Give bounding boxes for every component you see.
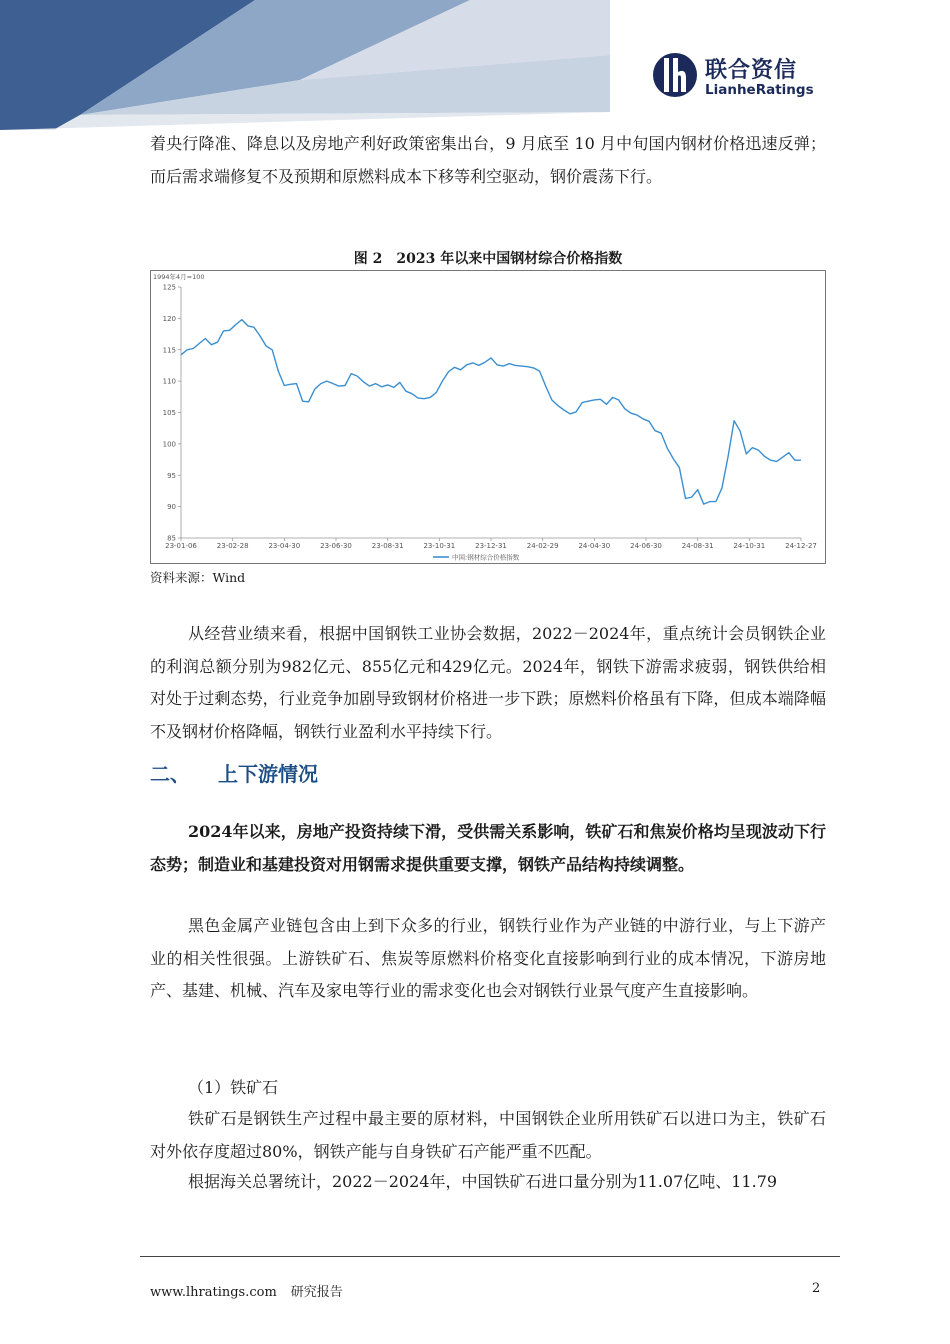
- x-tick-label: 23-04-30: [268, 542, 301, 550]
- section-heading: [150, 758, 318, 787]
- chart-unit-note: 1994年4月=100: [153, 273, 205, 281]
- y-tick-label: 115: [162, 346, 176, 355]
- paragraph-summary: 2024年以来，房地产投资持续下滑，受供需关系影响，铁矿石和焦炭价格均呈现波动下行态势；制造业和基建投资对用钢需求提供重要支撑，钢铁产品结构持续调整。: [150, 822, 826, 874]
- x-tick-label: 23-12-31: [475, 542, 507, 550]
- paragraph-5: 铁矿石是钢铁生产过程中最主要的原材料，中国钢铁企业所用铁矿石以进口为主，铁矿石对外依存度超过80%，钢铁产能与自身铁矿石产能严重不匹配。: [150, 1109, 826, 1161]
- footer-website[interactable]: www.lhratings.com: [150, 1285, 277, 1300]
- x-tick-label: 23-10-31: [423, 542, 456, 550]
- x-tick-label: 24-08-31: [681, 542, 714, 550]
- price-index-chart: [150, 270, 826, 564]
- section-title: 上下游情况: [218, 762, 318, 786]
- y-tick-label: 110: [162, 377, 176, 386]
- y-tick-label: 120: [162, 314, 176, 323]
- x-tick-label: 23-02-28: [216, 542, 249, 550]
- x-tick-label: 24-12-27: [785, 542, 817, 550]
- y-tick-label: 105: [162, 409, 176, 417]
- x-tick-label: 24-04-30: [578, 542, 611, 550]
- paragraph-2: 从经营业绩来看，根据中国钢铁工业协会数据，2022－2024年，重点统计会员钢铁企业的利润总额分别为982亿元、855亿元和429亿元。2024年，钢铁下游需求疲弱，钢铁供给相对处于过剩态势，行业竞争加剧导致钢材价格进一步下跌；原燃料价格虽有下降，但成本端降幅不及钢材价格降幅，钢铁行业盈利水平持续下行。: [150, 624, 826, 741]
- paragraph-6: 根据海关总署统计，2022－2024年，中国铁矿石进口量分别为11.07亿吨、11.79: [188, 1172, 778, 1191]
- footer-doc-type: 研究报告: [290, 1285, 343, 1300]
- y-tick-label: 90: [167, 503, 176, 512]
- x-tick-label: 23-01-06: [165, 542, 197, 550]
- chart-source: 资料来源：Wind: [150, 570, 246, 585]
- y-tick-label: 95: [167, 471, 176, 480]
- page-number: 2: [812, 1281, 821, 1296]
- y-tick-label: 125: [162, 283, 176, 292]
- chart-legend: [433, 553, 520, 562]
- x-tick-label: 24-02-29: [526, 542, 559, 550]
- y-tick-label: 85: [167, 534, 176, 543]
- y-tick-label: 100: [162, 440, 176, 449]
- logo-text-en: LianheRatings: [705, 82, 814, 98]
- chart-svg: [151, 271, 825, 563]
- paragraph-1: 着央行降准、降息以及房地产利好政策密集出台，9 月底至 10 月中旬国内钢材价格迅速反弹；而后需求端修复不及预期和原燃料成本下移等利空驱动，钢价震荡下行。: [150, 134, 826, 186]
- legend-label: 中国:钢材综合价格指数: [452, 553, 520, 562]
- footer-left: [150, 1281, 357, 1300]
- figure-title: 图 2 2023 年以来中国钢材综合价格指数: [353, 251, 623, 267]
- section-number: 二、: [150, 762, 190, 786]
- x-tick-label: 23-06-30: [320, 542, 352, 550]
- logo-text-cn: 联合资信: [705, 58, 798, 83]
- x-tick-label: 24-10-31: [733, 542, 766, 550]
- subheading-iron-ore: （1）铁矿石: [188, 1078, 279, 1097]
- x-tick-label: 24-06-30: [630, 542, 662, 550]
- paragraph-4: 黑色金属产业链包含由上到下众多的行业，钢铁行业作为产业链的中游行业，与上下游产业的相关性很强。上游铁矿石、焦炭等原燃料价格变化直接影响到行业的成本情况，下游房地产、基建、机械、汽车及家电等行业的需求变化也会对钢铁行业景气度产生直接影响。: [150, 916, 826, 1000]
- x-tick-label: 23-08-31: [371, 542, 404, 550]
- series-line: [181, 320, 801, 505]
- footer-divider: [140, 1256, 840, 1257]
